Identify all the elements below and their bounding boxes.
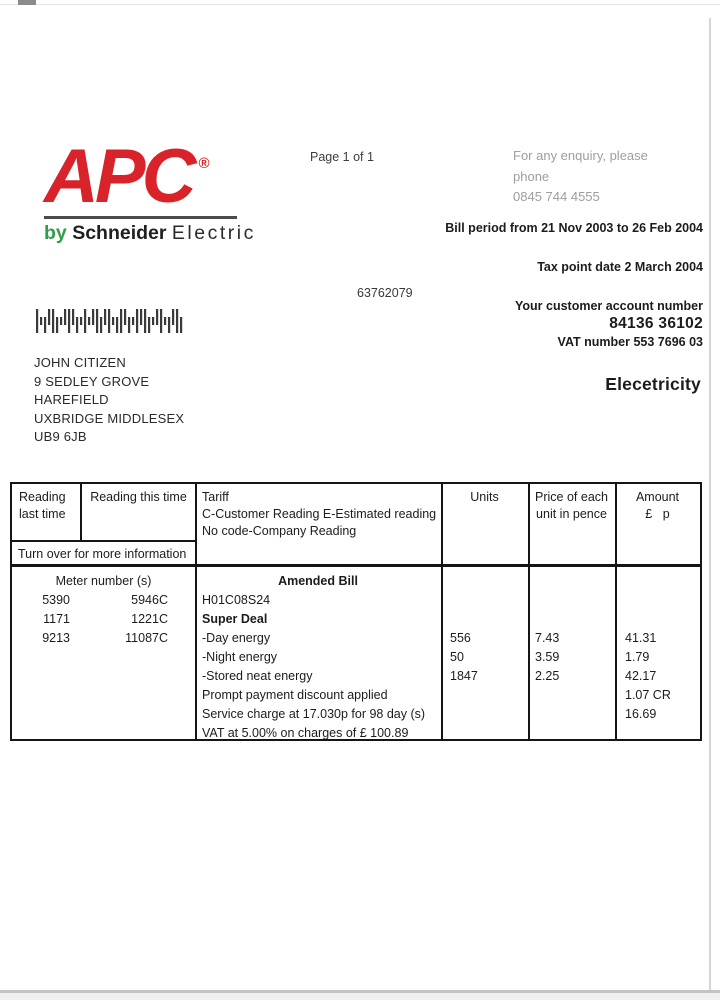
address-line: JOHN CITIZEN [34, 355, 126, 370]
registered-trademark-icon: ® [198, 155, 210, 172]
enquiry-block [513, 146, 688, 208]
meter-row: 9213 11087C [42, 631, 168, 645]
page-top-tab [18, 0, 36, 5]
account-number-label: Your customer account number [515, 299, 703, 313]
page-indicator: Page 1 of 1 [310, 150, 374, 164]
tariff-code: H01C08S24 [202, 593, 271, 607]
amount-value: 16.69 [625, 707, 657, 721]
column-header-tariff: Tariff C-Customer Reading E-Estimated reading No code-Company Reading [202, 490, 437, 538]
bill-reference-number: 63762079 [357, 286, 413, 300]
charge-line-label: VAT at 5.00% on charges of £ 100.89 [202, 726, 409, 740]
column-header-reading-last: Reading last time [19, 490, 66, 521]
recipient-address [34, 354, 184, 447]
product-title: Elecetricity [605, 374, 701, 394]
table-divider [195, 484, 197, 739]
turnover-note: Turn over for more information [18, 547, 187, 561]
account-block [515, 297, 703, 351]
amount-value: 1.07 CR [625, 688, 671, 702]
amount-value: 41.31 [625, 631, 657, 645]
address-line: UXBRIDGE MIDDLESEX [34, 410, 185, 426]
page-top-edge [0, 4, 720, 5]
page-right-edge [709, 18, 711, 990]
units-value: 1847 [450, 669, 478, 683]
address-line: UB9 6JB [34, 429, 87, 444]
meter-number-title: Meter number (s) [55, 574, 152, 588]
tariff-plan: Super Deal [202, 612, 268, 626]
enquiry-line: phone [513, 168, 550, 184]
apc-logo [44, 134, 256, 245]
page-bottom-strip [0, 993, 720, 1000]
column-header-reading-this: Reading this time [90, 490, 187, 504]
address-line: HAREFIELD [34, 392, 109, 407]
account-number: 84136 36102 [609, 315, 703, 332]
logo-byline: by Schneider Electric [44, 221, 256, 244]
vat-number: VAT number 553 7696 03 [557, 335, 703, 349]
bill-period: Bill period from 21 Nov 2003 to 26 Feb 2004 [445, 221, 703, 235]
charge-line-label: -Night energy [202, 650, 278, 664]
price-value: 7.43 [535, 631, 560, 645]
table-header-divider [12, 564, 700, 567]
amount-value: 1.79 [625, 650, 650, 664]
table-divider [441, 484, 443, 739]
apc-logo-wordmark: APC ® [44, 134, 210, 219]
column-header-amount: Amount £ p [635, 490, 680, 521]
charge-line-label: Service charge at 17.030p for 98 day (s) [202, 707, 426, 721]
charge-line-label: Prompt payment discount applied [202, 688, 388, 702]
meter-row: 5390 5946C [42, 593, 168, 607]
charge-line-label: -Day energy [202, 631, 271, 645]
enquiry-phone: 0845 744 4555 [513, 189, 600, 204]
column-header-units: Units [470, 490, 499, 504]
tax-point-date: Tax point date 2 March 2004 [537, 260, 703, 274]
table-divider [12, 540, 197, 542]
enquiry-line: For any enquiry, please [513, 148, 648, 163]
amended-bill-title: Amended Bill [278, 574, 358, 588]
units-value: 556 [450, 631, 471, 645]
units-value: 50 [450, 650, 464, 664]
address-line: 9 SEDLEY GROVE [34, 373, 150, 389]
postal-barcode-icon [36, 308, 186, 334]
price-value: 2.25 [535, 669, 560, 683]
charge-line-label: -Stored neat energy [202, 669, 313, 683]
charges-table [10, 482, 702, 741]
amount-value: 42.17 [625, 669, 657, 683]
price-value: 3.59 [535, 650, 560, 664]
meter-row: 1171 1221C [43, 612, 168, 626]
column-header-price: Price of each unit in pence [535, 490, 608, 521]
